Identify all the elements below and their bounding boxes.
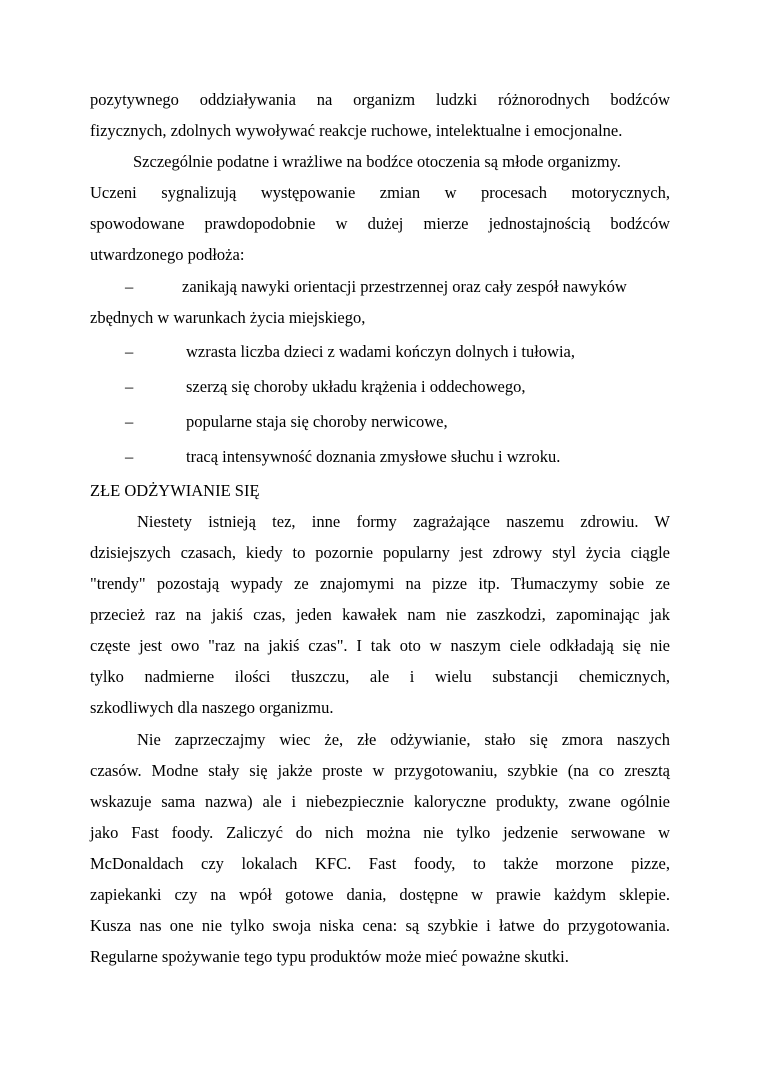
text-line: Kusza nas one nie tylko swoja niska cena: są szybkie i łatwe do przygotowania. — [90, 916, 670, 935]
list-item — [90, 411, 670, 433]
text-line: wskazuje sama nazwa) ale i niebezpiecznie kaloryczne produkty, zwane ogólnie — [90, 792, 670, 811]
text-line: "trendy" pozostają wypady ze znajomymi na pizze itp. Tłumaczymy sobie ze — [90, 574, 670, 593]
text-line: Uczeni sygnalizują występowanie zmian w procesach motorycznych, — [90, 183, 670, 202]
text-line: Nie zaprzeczajmy wiec że, złe odżywianie, stało się zmora naszych — [137, 730, 670, 749]
text-line: dzisiejszych czasach, kiedy to pozornie popularny jest zdrowy styl życia ciągle — [90, 543, 670, 562]
text-line: utwardzonego podłoża: — [90, 245, 245, 264]
list-item — [90, 446, 670, 468]
heading-text: ZŁE ODŻYWIANIE SIĘ — [90, 481, 260, 500]
text-line: pozytywnego oddziaływania na organizm ludzki różnorodnych bodźców — [90, 90, 670, 109]
text-line: Niestety istnieją tez, inne formy zagrażające naszemu zdrowiu. W — [137, 512, 670, 531]
text-line: Szczególnie podatne i wrażliwe na bodźce otoczenia są młode organizmy. — [133, 152, 621, 171]
dash-bullet: – — [125, 277, 134, 296]
list-item-text-continued: zbędnych w warunkach życia miejskiego, — [90, 308, 366, 327]
dash-bullet: – — [125, 377, 134, 396]
text-line: spowodowane prawdopodobnie w dużej mierze jednostajnością bodźców — [90, 214, 670, 233]
text-line: tylko nadmierne ilości tłuszczu, ale i wielu substancji chemicznych, — [90, 667, 670, 686]
list-item-text: popularne staja się choroby nerwicowe, — [186, 412, 448, 431]
dash-bullet: – — [125, 412, 134, 431]
dash-bullet: – — [125, 447, 134, 466]
list-item-text: szerzą się choroby układu krążenia i oddechowego, — [186, 377, 526, 396]
text-line: szkodliwych dla naszego organizmu. — [90, 698, 334, 717]
dash-bullet: – — [125, 342, 134, 361]
text-line: McDonaldach czy lokalach KFC. Fast foody, to także morzone pizze, — [90, 854, 670, 873]
text-line: jako Fast foody. Zaliczyć do nich można nie tylko jedzenie serwowane w — [90, 823, 670, 842]
list-item-text: tracą intensywność doznania zmysłowe słuchu i wzroku. — [186, 447, 561, 466]
list-item — [90, 376, 670, 398]
list-item — [90, 341, 670, 363]
text-line: czasów. Modne stały się jakże proste w przygotowaniu, szybkie (na co zresztą — [90, 761, 670, 780]
list-item-text: zanikają nawyki orientacji przestrzennej oraz cały zespół nawyków — [182, 277, 627, 296]
text-line: fizycznych, zdolnych wywoływać reakcje ruchowe, intelektualne i emocjonalne. — [90, 121, 623, 140]
list-item-text: wzrasta liczba dzieci z wadami kończyn dolnych i tułowia, — [186, 342, 575, 361]
text-line: częste jest owo "raz na jakiś czas". I tak oto w naszym ciele odkładają się nie — [90, 636, 670, 655]
text-line: zapiekanki czy na wpół gotowe dania, dostępne w prawie każdym sklepie. — [90, 885, 670, 904]
text-line: Regularne spożywanie tego typu produktów może mieć poważne skutki. — [90, 947, 569, 966]
list-item — [90, 276, 670, 338]
text-line: przecież raz na jakiś czas, jeden kawałek nam nie zaszkodzi, zapominając jak — [90, 605, 670, 624]
